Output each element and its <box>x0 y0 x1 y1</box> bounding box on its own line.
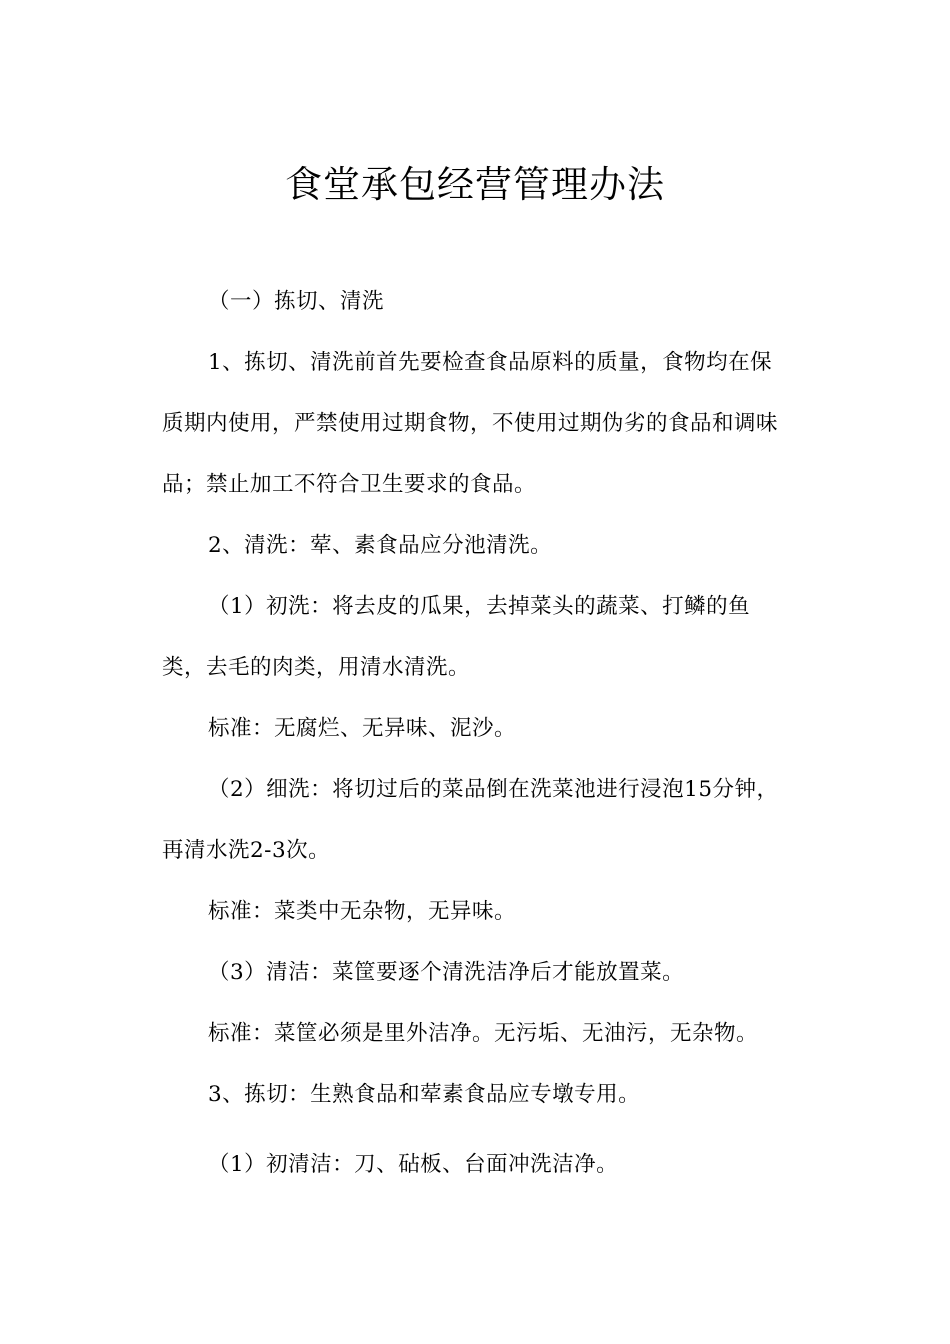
text-line: （3）清洁：菜筐要逐个清洗洁净后才能放置菜。 <box>208 960 685 985</box>
document-title: 食堂承包经营管理办法 <box>285 163 665 206</box>
text-line: 类，去毛的肉类，用清水清洗。 <box>162 655 471 680</box>
text-line: 品；禁止加工不符合卫生要求的食品。 <box>162 472 537 497</box>
paragraph-standard-3 <box>162 1003 802 1064</box>
paragraph-standard-2 <box>162 881 802 942</box>
text-line: 1、拣切、清洗前首先要检查食品原料的质量，食物均在保 <box>208 350 773 375</box>
paragraph-item-3 <box>162 1064 802 1125</box>
text-line: 2、清洗：荤、素食品应分池清洗。 <box>208 533 553 558</box>
text-line: 标准：无腐烂、无异味、泥沙。 <box>208 716 517 741</box>
text-line: 3、拣切：生熟食品和荤素食品应专墩专用。 <box>208 1082 641 1107</box>
paragraph-item-2 <box>162 515 802 576</box>
text-line: 质期内使用，严禁使用过期食物，不使用过期伪劣的食品和调味 <box>162 411 779 436</box>
paragraph-initial-wash <box>162 576 802 698</box>
text-line: （2）细洗：将切过后的菜品倒在洗菜池进行浸泡15分钟， <box>208 777 779 802</box>
paragraph-clean <box>162 942 802 1003</box>
text-line: 再清水洗2-3次。 <box>162 838 331 863</box>
paragraph-standard-1 <box>162 698 802 759</box>
section-heading-1 <box>162 271 802 332</box>
text-line: （1）初洗：将去皮的瓜果，去掉菜头的蔬菜、打鳞的鱼 <box>208 594 751 619</box>
text-line: （一）拣切、清洗 <box>208 289 385 314</box>
paragraph-item-1 <box>162 332 802 515</box>
text-line: （1）初清洁：刀、砧板、台面冲洗洁净。 <box>208 1152 619 1177</box>
paragraph-fine-wash <box>162 759 802 881</box>
text-line: 标准：菜类中无杂物，无异味。 <box>208 899 517 924</box>
text-line: 标准：菜筐必须是里外洁净。无污垢、无油污，无杂物。 <box>208 1021 759 1046</box>
paragraph-initial-clean <box>162 1134 802 1195</box>
